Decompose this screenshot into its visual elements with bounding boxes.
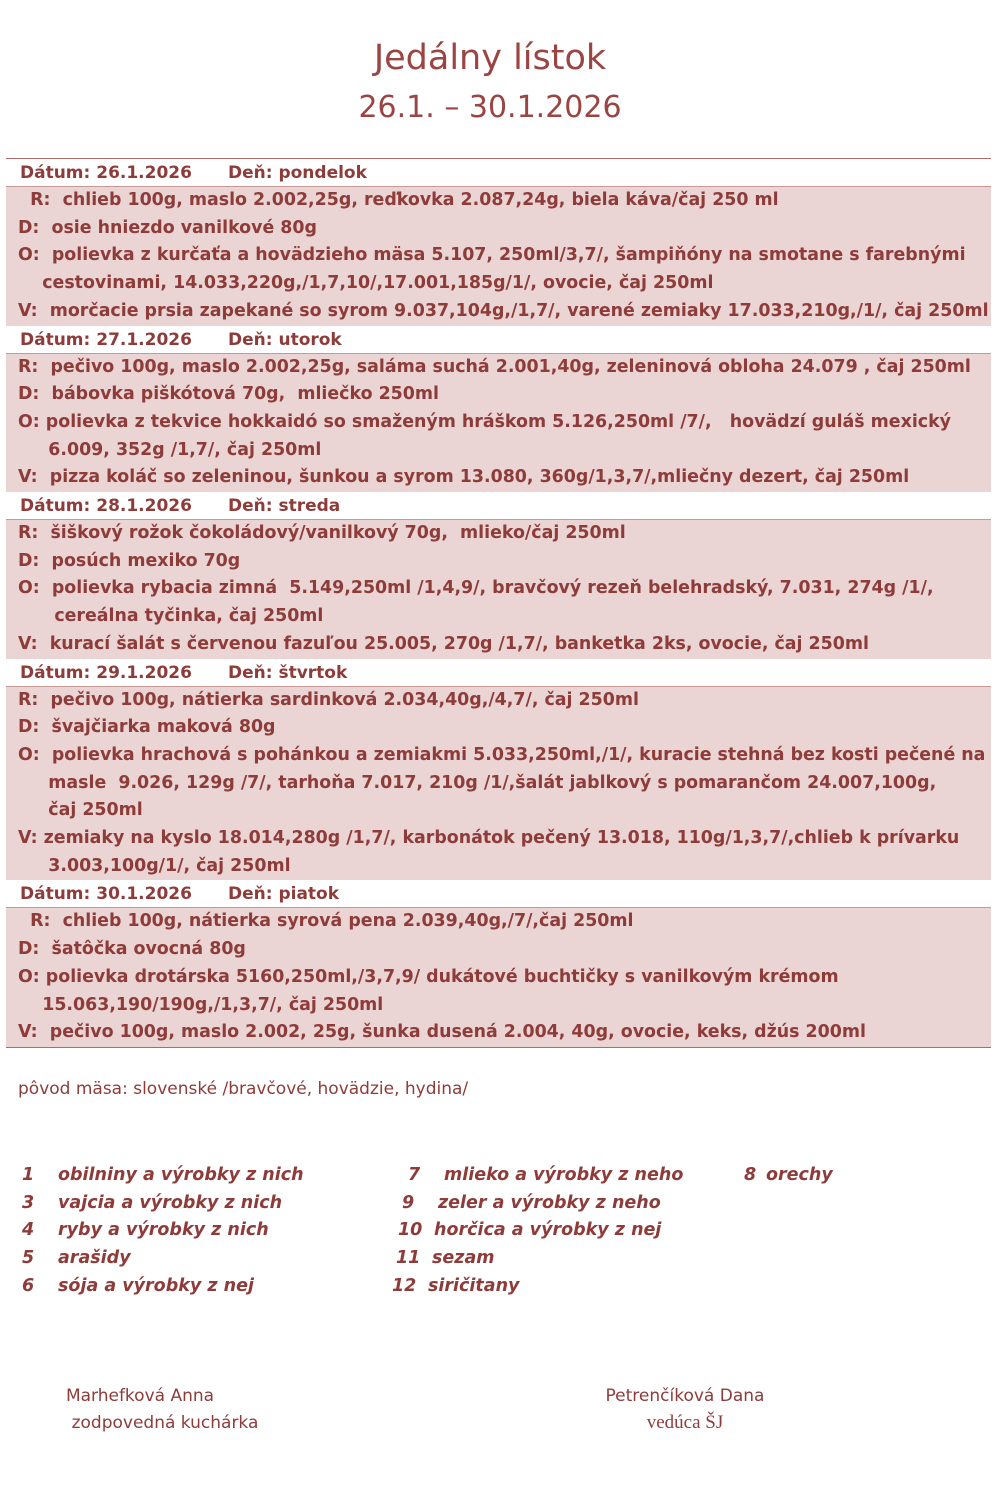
meal-line: O: polievka rybacia zimná 5.149,250ml /1,4,9/, bravčový rezeň belehradský, 7.031, 274g /1/, (18, 578, 934, 599)
allergen-item (392, 1276, 519, 1296)
head-name: Petrenčíková Dana (605, 1386, 765, 1406)
allergen-number: 6 (22, 1276, 35, 1296)
meat-origin-note: pôvod mäsa: slovenské /bravčové, hovädzie, hydina/ (18, 1079, 469, 1099)
allergen-label: sezam (432, 1248, 495, 1268)
allergen-number: 5 (22, 1248, 35, 1268)
allergen-number: 11 (396, 1248, 421, 1268)
meal-line: cestovinami, 14.033,220g,/1,7,10/,17.001,185g/1/, ovocie, čaj 250ml (18, 273, 714, 294)
day-meals (6, 187, 991, 326)
day-name: Deň: pondelok (228, 163, 367, 183)
meal-line: D: šatôčka ovocná 80g (18, 939, 246, 960)
allergen-item (744, 1165, 833, 1185)
allergen-item (396, 1248, 495, 1268)
day-date: Dátum: 29.1.2026 (20, 662, 192, 683)
meal-line: R: chlieb 100g, nátierka syrová pena 2.039,40g,/7/,čaj 250ml (18, 911, 634, 932)
weekly-menu (6, 158, 991, 1048)
allergen-label: ryby a výrobky z nich (58, 1220, 269, 1240)
allergen-item (408, 1165, 683, 1185)
page-title: Jedálny lístok (373, 38, 607, 78)
meal-line: 6.009, 352g /1,7/, čaj 250ml (18, 439, 322, 460)
day-date: Dátum: 28.1.2026 (20, 496, 192, 517)
meal-line: R: chlieb 100g, maslo 2.002,25g, reďkovka 2.087,24g, biela káva/čaj 250 ml (18, 190, 779, 210)
meal-line: O: polievka z tekvice hokkaidó so smaženým hráškom 5.126,250ml /7/, hovädzí guláš mexický (18, 411, 951, 432)
day-header (6, 326, 991, 354)
allergen-item (22, 1165, 304, 1185)
day-meals (6, 520, 991, 659)
allergen-label: vajcia a výrobky z nich (58, 1193, 283, 1213)
day-date: Dátum: 27.1.2026 (20, 329, 192, 350)
day-header (6, 159, 991, 187)
allergen-number: 10 (398, 1220, 423, 1240)
allergen-item (398, 1220, 661, 1240)
allergen-label: horčica a výrobky z nej (434, 1220, 662, 1240)
allergen-label: obilniny a výrobky z nich (58, 1165, 304, 1185)
allergen-item (22, 1220, 269, 1240)
allergen-label: orechy (766, 1165, 833, 1185)
cook-name: Marhefková Anna (65, 1386, 215, 1406)
allergen-number: 7 (408, 1165, 421, 1185)
allergen-number: 3 (22, 1193, 35, 1213)
day-meals (6, 354, 991, 493)
meal-line: D: švajčiarka maková 80g (18, 717, 276, 738)
allergen-label: arašidy (58, 1248, 131, 1268)
meal-line: R: pečivo 100g, maslo 2.002,25g, saláma suchá 2.001,40g, zeleninová obloha 24.079 , čaj 250ml (18, 356, 971, 377)
meal-line: R: šiškový rožok čokoládový/vanilkový 70g, mlieko/čaj 250ml (18, 523, 626, 544)
date-range: 26.1. – 30.1.2026 (358, 90, 622, 125)
day-header (6, 492, 991, 520)
day-date: Dátum: 26.1.2026 (20, 163, 192, 183)
meal-line: V: kurací šalát s červenou fazuľou 25.005, 270g /1,7/, banketka 2ks, ovocie, čaj 250ml (18, 633, 869, 654)
meal-line: cereálna tyčinka, čaj 250ml (18, 606, 324, 627)
meal-line: D: posúch mexiko 70g (18, 550, 241, 571)
meal-line: V: pečivo 100g, maslo 2.002, 25g, šunka dusená 2.004, 40g, ovocie, keks, džús 200ml (18, 1022, 866, 1043)
day-header (6, 880, 991, 908)
meal-line: D: bábovka piškótová 70g, mliečko 250ml (18, 384, 439, 405)
day-meals (6, 908, 991, 1047)
allergen-number: 9 (402, 1193, 415, 1213)
allergen-item (22, 1276, 254, 1296)
meal-line: D: osie hniezdo vanilkové 80g (18, 217, 317, 238)
meal-line: masle 9.026, 129g /7/, tarhoňa 7.017, 210g /1/,šalát jablkový s pomarančom 24.007,100g, (18, 772, 937, 793)
meal-line: 15.063,190/190g,/1,3,7/, čaj 250ml (18, 994, 384, 1015)
day-name: Deň: streda (228, 496, 341, 517)
meal-line: O: polievka z kurčaťa a hovädzieho mäsa 5.107, 250ml/3,7/, šampiňóny na smotane s farebnými (18, 245, 966, 266)
allergen-number: 1 (22, 1165, 35, 1185)
meal-line: V: pizza koláč so zeleninou, šunkou a syrom 13.080, 360g/1,3,7/,mliečny dezert, čaj 250ml (18, 467, 910, 488)
cook-role: zodpovedná kuchárka (71, 1413, 259, 1433)
allergen-number: 12 (392, 1276, 417, 1296)
allergen-label: zeler a výrobky z neho (438, 1193, 661, 1213)
meal-line: čaj 250ml (18, 800, 143, 821)
allergen-number: 8 (744, 1165, 757, 1185)
meal-line: V: morčacie prsia zapekané so syrom 9.037,104g,/1,7/, varené zemiaky 17.033,210g,/1/, čaj 250ml (18, 300, 989, 321)
meal-line: O: polievka hrachová s pohánkou a zemiakmi 5.033,250ml,/1/, kuracie stehná bez kosti pečené na (18, 744, 986, 765)
day-name: Deň: štvrtok (228, 662, 348, 683)
allergen-number: 4 (22, 1220, 35, 1240)
meal-line: V: zemiaky na kyslo 18.014,280g /1,7/, karbonátok pečený 13.018, 110g/1,3,7/,chlieb k prívarku (18, 828, 960, 849)
meal-line: R: pečivo 100g, nátierka sardinková 2.034,40g,/4,7/, čaj 250ml (18, 689, 639, 710)
allergen-label: sója a výrobky z nej (58, 1276, 254, 1296)
day-name: Deň: utorok (228, 329, 342, 350)
allergen-item (22, 1248, 131, 1268)
meal-line: O: polievka drotárska 5160,250ml,/3,7,9/ dukátové buchtičky s vanilkovým krémom (18, 966, 839, 987)
day-date: Dátum: 30.1.2026 (20, 884, 192, 905)
meal-line: 3.003,100g/1/, čaj 250ml (18, 855, 291, 876)
head-role: vedúca ŠJ (646, 1412, 724, 1433)
allergen-item (402, 1193, 661, 1213)
allergen-item (22, 1193, 282, 1213)
allergen-label: mlieko a výrobky z neho (444, 1165, 684, 1185)
day-meals (6, 687, 991, 881)
allergen-label: siričitany (428, 1276, 520, 1296)
day-name: Deň: piatok (228, 884, 340, 905)
day-header (6, 659, 991, 687)
